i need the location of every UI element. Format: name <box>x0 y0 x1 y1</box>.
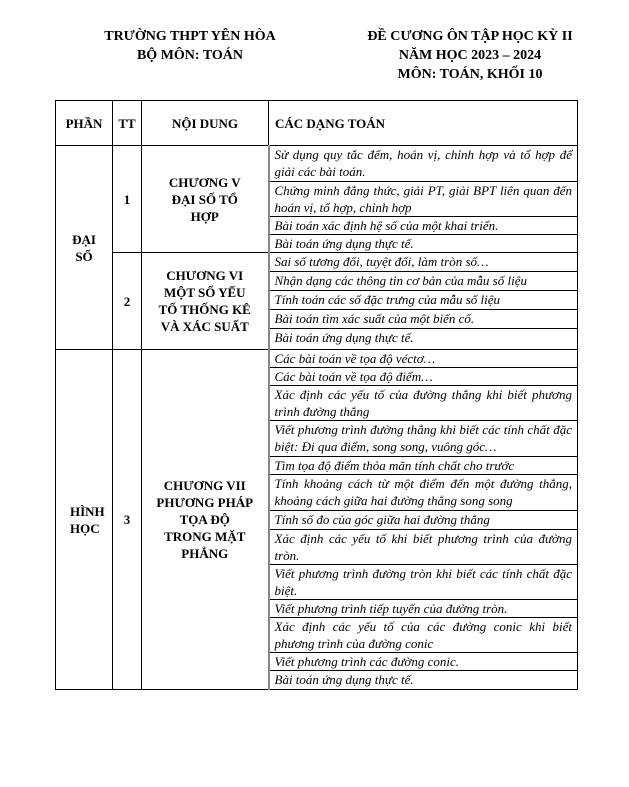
problem-type-cell: Viết phương trình đường thẳng khi biết các tính chất đặc biệt: Đi qua điểm, song song, vuông góc… <box>269 421 578 457</box>
document-header <box>320 27 620 84</box>
school-name: TRƯỜNG THPT YÊN HÒA <box>104 29 276 44</box>
problem-type-cell: Tính toán các số đặc trưng của mẫu số liệu <box>269 291 578 310</box>
problem-type-cell: Xác định các yếu tố của các đường conic khi biết phương trình của đường conic <box>269 618 578 653</box>
problem-type-cell: Chứng minh đẳng thức, giải PT, giải BPT liên quan đến hoán vị, tổ hợp, chỉnh hợp <box>269 182 578 217</box>
document-title: ĐỀ CƯƠNG ÔN TẬP HỌC KỲ II <box>367 29 573 44</box>
tt-cell: 2 <box>113 253 142 350</box>
problem-type-cell: Xác định các yếu tố của đường thẳng khi biết phương trình đường thẳng <box>269 386 578 421</box>
problem-type-cell: Các bài toán về tọa độ điểm… <box>269 368 578 386</box>
school-year: NĂM HỌC 2023 – 2024 <box>398 48 542 63</box>
table-row <box>56 253 578 272</box>
part-cell: HÌNH HỌC <box>56 350 113 690</box>
problem-type-cell: Xác định các yếu tố khi biết phương trình của đường tròn. <box>269 530 578 565</box>
table-header-row <box>56 101 578 146</box>
problem-type-cell: Viết phương trình đường tròn khi biết các tính chất đặc biệt. <box>269 565 578 600</box>
col-header-content: NỘI DUNG <box>142 101 269 146</box>
problem-type-cell: Tìm tọa độ điểm thỏa mãn tính chất cho trước <box>269 457 578 475</box>
problem-type-cell: Viết phương trình tiếp tuyến của đường tròn. <box>269 600 578 618</box>
part-cell: ĐẠI SỐ <box>56 146 113 350</box>
problem-type-cell: Viết phương trình các đường conic. <box>269 653 578 671</box>
problem-type-cell: Sử dụng quy tắc đếm, hoán vị, chỉnh hợp và tổ hợp để giải các bài toán. <box>269 146 578 182</box>
tt-cell: 3 <box>113 350 142 690</box>
col-header-tt: TT <box>113 101 142 146</box>
problem-type-cell: Tính số đo của góc giữa hai đường thẳng <box>269 511 578 530</box>
problem-type-cell: Các bài toán về tọa độ véctơ… <box>269 350 578 368</box>
school-header <box>85 27 295 65</box>
problem-type-cell: Bài toán ứng dụng thực tế. <box>269 235 578 253</box>
problem-type-cell: Tính khoảng cách từ một điểm đến một đường thẳng, khoảng cách giữa hai đường thẳng song song <box>269 475 578 511</box>
problem-type-cell: Bài toán tìm xác suất của một biến cố. <box>269 310 578 329</box>
subject: MÔN: TOÁN, KHỐI 10 <box>397 67 543 82</box>
tt-cell: 1 <box>113 146 142 253</box>
table-row <box>56 146 578 182</box>
chapter-content-cell: CHƯƠNG VI MỘT SỐ YẾU TỐ THỐNG KÊ VÀ XÁC SUẤT <box>142 253 269 350</box>
problem-type-cell: Nhận dạng các thông tin cơ bản của mẫu số liệu <box>269 272 578 291</box>
chapter-content-cell: CHƯƠNG V ĐẠI SỐ TỔ HỢP <box>142 146 269 253</box>
table-row <box>56 350 578 368</box>
department: BỘ MÔN: TOÁN <box>136 48 244 63</box>
problem-type-cell: Bài toán ứng dụng thực tế. <box>269 329 578 350</box>
problem-type-cell: Bài toán xác định hệ số của một khai triển. <box>269 217 578 235</box>
chapter-content-cell: CHƯƠNG VII PHƯƠNG PHÁP TỌA ĐỘ TRONG MẶT PHẲNG <box>142 350 269 690</box>
problem-type-cell: Bài toán ứng dụng thực tế. <box>269 671 578 690</box>
col-header-problem-types: CÁC DẠNG TOÁN <box>269 101 578 146</box>
problem-type-cell: Sai số tương đối, tuyệt đối, làm tròn số… <box>269 253 578 272</box>
col-header-part: PHẦN <box>56 101 113 146</box>
syllabus-table <box>55 100 578 690</box>
